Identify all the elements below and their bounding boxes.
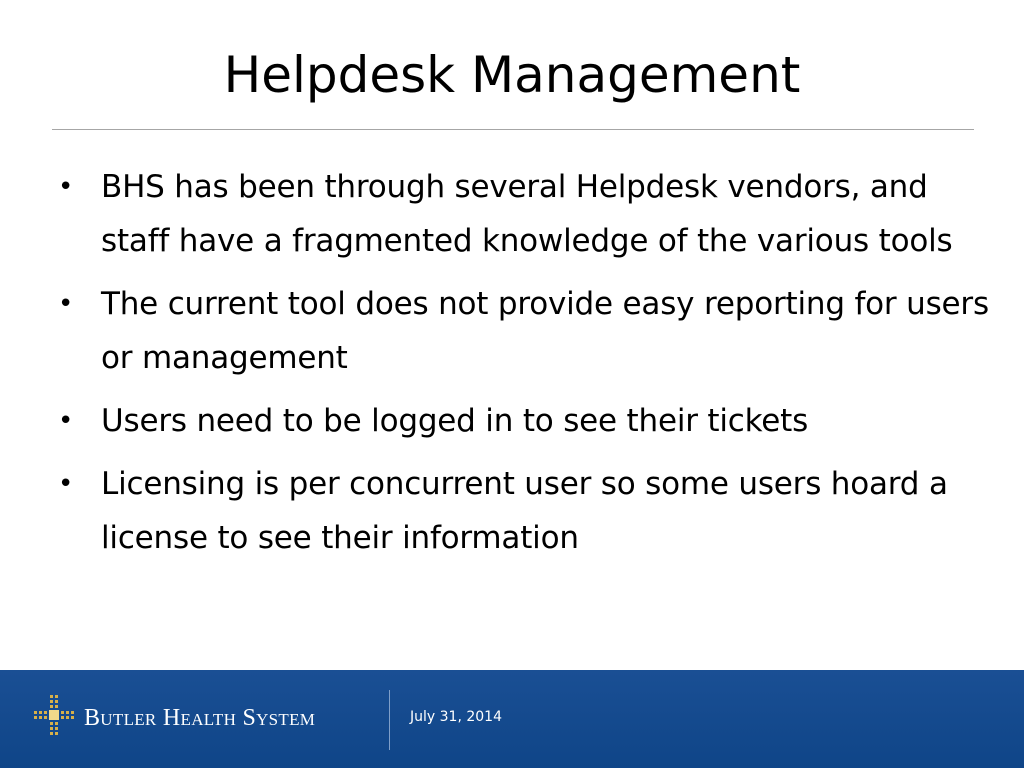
bullet-list (58, 160, 998, 574)
bullet-text: Licensing is per concurrent user so some users hoard a license to see their information (101, 466, 948, 556)
bullet-text: Users need to be logged in to see their tickets (101, 403, 809, 439)
bullet-item (58, 160, 998, 268)
slide-title: Helpdesk Management (223, 46, 801, 104)
bullet-item (58, 277, 998, 385)
bullet-text: BHS has been through several Helpdesk vendors, and staff have a fragmented knowledge of the various tools (101, 169, 953, 259)
title-divider (52, 129, 974, 130)
slide-date: July 31, 2014 (410, 709, 502, 725)
footer-divider (389, 690, 390, 750)
brand-name: Butler Health System (84, 705, 316, 731)
bullet-marker: • (58, 172, 74, 202)
footer-bar (0, 670, 1024, 768)
bullet-text: The current tool does not provide easy reporting for users or management (101, 286, 989, 376)
bullet-marker: • (58, 469, 74, 499)
bullet-item (58, 394, 998, 448)
bullet-item (58, 457, 998, 565)
bullet-marker: • (58, 289, 74, 319)
cross-logo-icon (33, 694, 75, 736)
bullet-marker: • (58, 406, 74, 436)
